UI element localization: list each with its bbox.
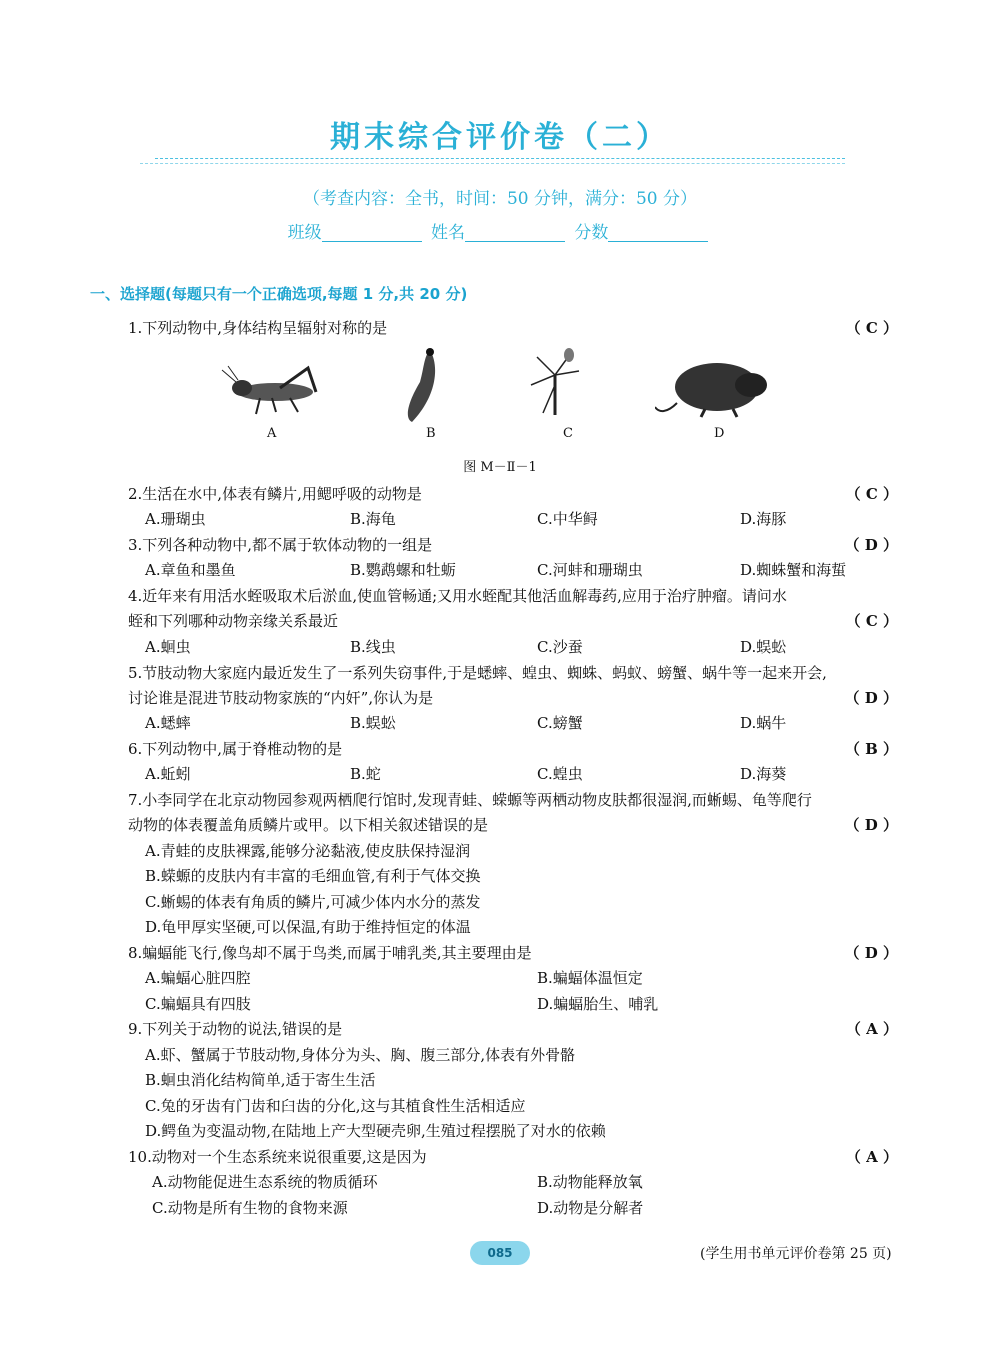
question-2-option-b[interactable]: B.海龟 — [350, 510, 396, 528]
class-blank[interactable] — [322, 223, 422, 242]
student-fields — [0, 218, 1000, 243]
hydra-image — [525, 345, 585, 420]
question-6-answer: （ B ） — [844, 740, 898, 758]
question-2-option-c[interactable]: C.中华鲟 — [537, 510, 598, 528]
figure-label-a: A — [267, 426, 277, 441]
question-4-stem-line-2: 蛭和下列哪种动物亲缘关系最近 — [128, 612, 339, 630]
question-2-stem: 2.生活在水中,体表有鳞片,用鳃呼吸的动物是 — [128, 485, 422, 503]
title-divider-shadow — [140, 163, 845, 164]
grasshopper-image — [220, 340, 330, 420]
question-10-stem: 10.动物对一个生态系统来说很重要,这是因为 — [128, 1148, 427, 1166]
page-number: 085 — [470, 1241, 530, 1265]
name-label: 姓名 — [431, 223, 465, 243]
question-4-option-b[interactable]: B.线虫 — [350, 638, 396, 656]
figure-label-d: D — [714, 426, 725, 441]
question-6-stem: 6.下列动物中,属于脊椎动物的是 — [128, 740, 343, 758]
exam-scope: （考查内容：全书，时间：50 分钟，满分：50 分） — [302, 189, 698, 209]
question-7-stem-line-2: 动物的体表覆盖角质鳞片或甲。以下相关叙述错误的是 — [128, 816, 489, 834]
figure-label-c: C — [563, 426, 573, 441]
question-1-stem: 1.下列动物中,身体结构呈辐射对称的是 — [128, 319, 388, 337]
question-5-stem-line-2: 讨论谁是混进节肢动物家族的“内奸”,你认为是 — [128, 689, 434, 707]
question-8-option-b[interactable]: B.蝙蝠体温恒定 — [537, 969, 643, 987]
question-5-option-a[interactable]: A.蟋蟀 — [145, 714, 191, 732]
question-7-option-b[interactable]: B.蝾螈的皮肤内有丰富的毛细血管,有利于气体交换 — [145, 867, 481, 885]
question-7-option-c[interactable]: C.蜥蜴的体表有角质的鳞片,可减少体内水分的蒸发 — [145, 893, 481, 911]
leech-image — [390, 342, 450, 427]
question-3-option-c[interactable]: C.河蚌和珊瑚虫 — [537, 561, 643, 579]
question-7-option-a[interactable]: A.青蛙的皮肤裸露,能够分泌黏液,使皮肤保持湿润 — [145, 842, 471, 860]
question-7-option-d[interactable]: D.龟甲厚实坚硬,可以保温,有助于维持恒定的体温 — [145, 918, 471, 936]
question-6-option-b[interactable]: B.蛇 — [350, 765, 381, 783]
question-9-option-b[interactable]: B.蛔虫消化结构简单,适于寄生生活 — [145, 1071, 376, 1089]
footer-note: (学生用书单元评价卷第 25 页) — [700, 1246, 892, 1262]
question-10-option-a[interactable]: A.动物能促进生态系统的物质循环 — [152, 1173, 378, 1191]
question-5-answer: （ D ） — [844, 689, 898, 707]
question-6-option-d[interactable]: D.海葵 — [740, 765, 787, 783]
question-8-answer: （ D ） — [844, 944, 898, 962]
question-4-option-c[interactable]: C.沙蚕 — [537, 638, 583, 656]
question-2-answer: （ C ） — [845, 485, 898, 503]
score-label: 分数 — [574, 223, 609, 243]
question-6-option-a[interactable]: A.蚯蚓 — [145, 765, 191, 783]
question-7-answer: （ D ） — [844, 816, 898, 834]
question-9-option-d[interactable]: D.鳄鱼为变温动物,在陆地上产大型硬壳卵,生殖过程摆脱了对水的依赖 — [145, 1122, 606, 1140]
question-8-option-a[interactable]: A.蝙蝠心脏四腔 — [145, 969, 251, 987]
question-8-option-d[interactable]: D.蝙蝠胎生、哺乳 — [537, 995, 659, 1013]
question-3-stem: 3.下列各种动物中,都不属于软体动物的一组是 — [128, 536, 433, 554]
question-6-option-c[interactable]: C.蝗虫 — [537, 765, 583, 783]
score-blank[interactable] — [608, 223, 708, 242]
question-4-answer: （ C ） — [845, 612, 898, 630]
page-title: 期末综合评价卷（二） — [330, 120, 670, 155]
question-5-option-b[interactable]: B.蜈蚣 — [350, 714, 396, 732]
rodent-image — [655, 355, 775, 420]
question-5-stem-line-1: 5.节肢动物大家庭内最近发生了一系列失窃事件,于是蟋蟀、蝗虫、蜘蛛、蚂蚁、螃蟹、蜗牛等一起来开会, — [128, 664, 827, 682]
question-8-stem: 8.蝙蝠能飞行,像鸟却不属于鸟类,而属于哺乳类,其主要理由是 — [128, 944, 532, 962]
title-divider — [155, 158, 845, 159]
question-10-option-c[interactable]: C.动物是所有生物的食物来源 — [152, 1199, 348, 1217]
question-3-option-b[interactable]: B.鹦鹉螺和牡蛎 — [350, 561, 456, 579]
name-blank[interactable] — [465, 223, 565, 242]
question-10-option-b[interactable]: B.动物能释放氧 — [537, 1173, 643, 1191]
question-3-option-a[interactable]: A.章鱼和墨鱼 — [145, 561, 236, 579]
question-4-option-a[interactable]: A.蛔虫 — [145, 638, 191, 656]
question-3-option-d[interactable]: D.蜘蛛蟹和海蜇 — [740, 561, 847, 579]
figure-caption: 图 M－Ⅱ－1 — [463, 460, 537, 475]
question-5-option-c[interactable]: C.螃蟹 — [537, 714, 583, 732]
question-9-option-c[interactable]: C.兔的牙齿有门齿和臼齿的分化,这与其植食性生活相适应 — [145, 1097, 526, 1115]
question-1-answer: （ C ） — [845, 319, 898, 337]
class-label: 班级 — [287, 223, 322, 243]
section-heading: 一、选择题(每题只有一个正确选项,每题 1 分,共 20 分) — [90, 285, 468, 303]
figure-label-b: B — [426, 426, 436, 441]
question-2-option-d[interactable]: D.海豚 — [740, 510, 787, 528]
question-4-option-d[interactable]: D.蜈蚣 — [740, 638, 787, 656]
question-3-answer: （ D ） — [844, 536, 898, 554]
question-9-stem: 9.下列关于动物的说法,错误的是 — [128, 1020, 343, 1038]
question-4-stem-line-1: 4.近年来有用活水蛭吸取术后淤血,使血管畅通;又用水蛭配其他活血解毒药,应用于治疗肿瘤。请问水 — [128, 587, 787, 605]
question-9-option-a[interactable]: A.虾、蟹属于节肢动物,身体分为头、胸、腹三部分,体表有外骨骼 — [145, 1046, 576, 1064]
question-2-option-a[interactable]: A.珊瑚虫 — [145, 510, 206, 528]
question-9-answer: （ A ） — [845, 1020, 898, 1038]
question-8-option-c[interactable]: C.蝙蝠具有四肢 — [145, 995, 251, 1013]
question-10-option-d[interactable]: D.动物是分解者 — [537, 1199, 644, 1217]
question-5-option-d[interactable]: D.蜗牛 — [740, 714, 787, 732]
question-10-answer: （ A ） — [845, 1148, 898, 1166]
question-7-stem-line-1: 7.小李同学在北京动物园参观两栖爬行馆时,发现青蛙、蝾螈等两栖动物皮肤都很湿润,而蜥蜴、龟等爬行 — [128, 791, 812, 809]
